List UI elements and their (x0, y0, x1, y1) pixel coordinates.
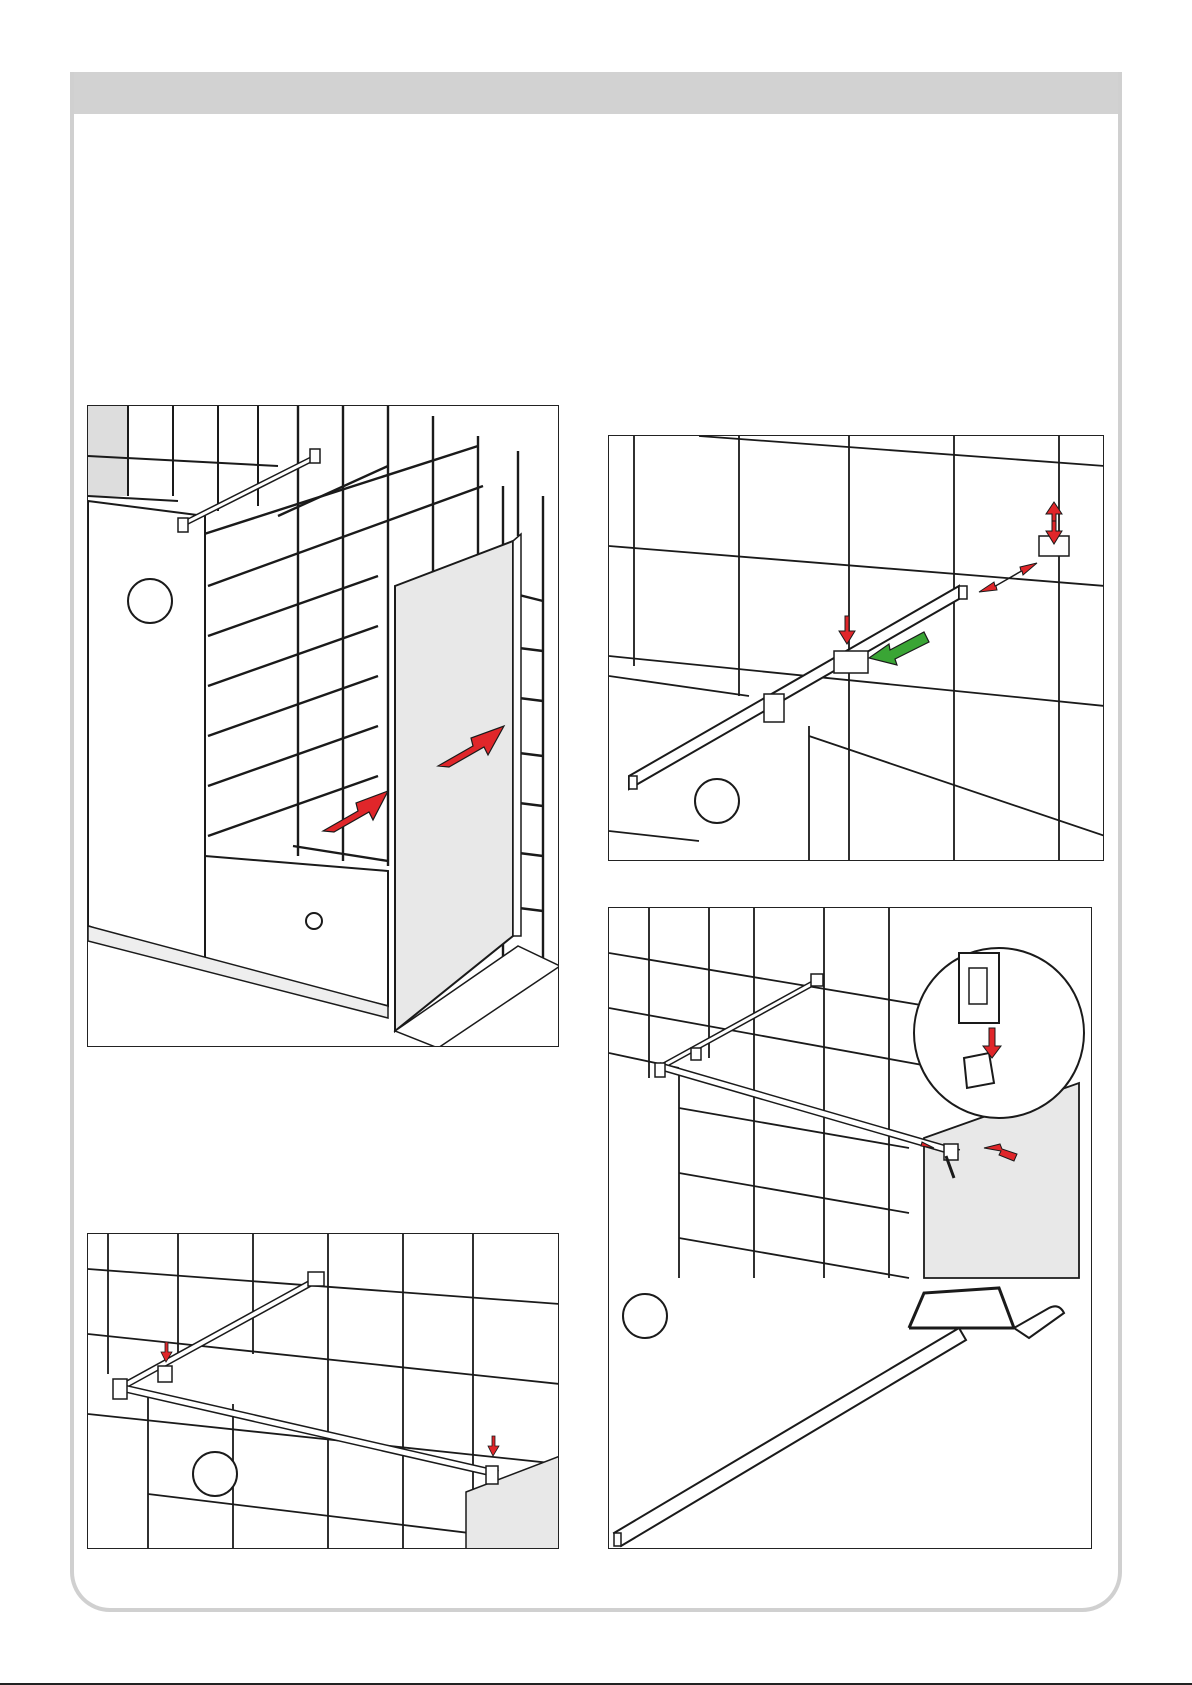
bar-cutting-illustration (609, 908, 1092, 1549)
red-arrow-icon (323, 791, 388, 832)
illustration-panel-1 (87, 405, 559, 1047)
shower-screen-illustration (88, 406, 559, 1047)
bar-clamp-illustration (88, 1234, 559, 1549)
clamp-detail-icon (914, 948, 1084, 1118)
hacksaw-icon (909, 1288, 1064, 1338)
illustration-panel-2 (608, 435, 1104, 861)
illustration-panel-4 (608, 907, 1092, 1549)
illustration-panel-3 (87, 1233, 559, 1549)
support-bar-illustration (609, 436, 1104, 861)
